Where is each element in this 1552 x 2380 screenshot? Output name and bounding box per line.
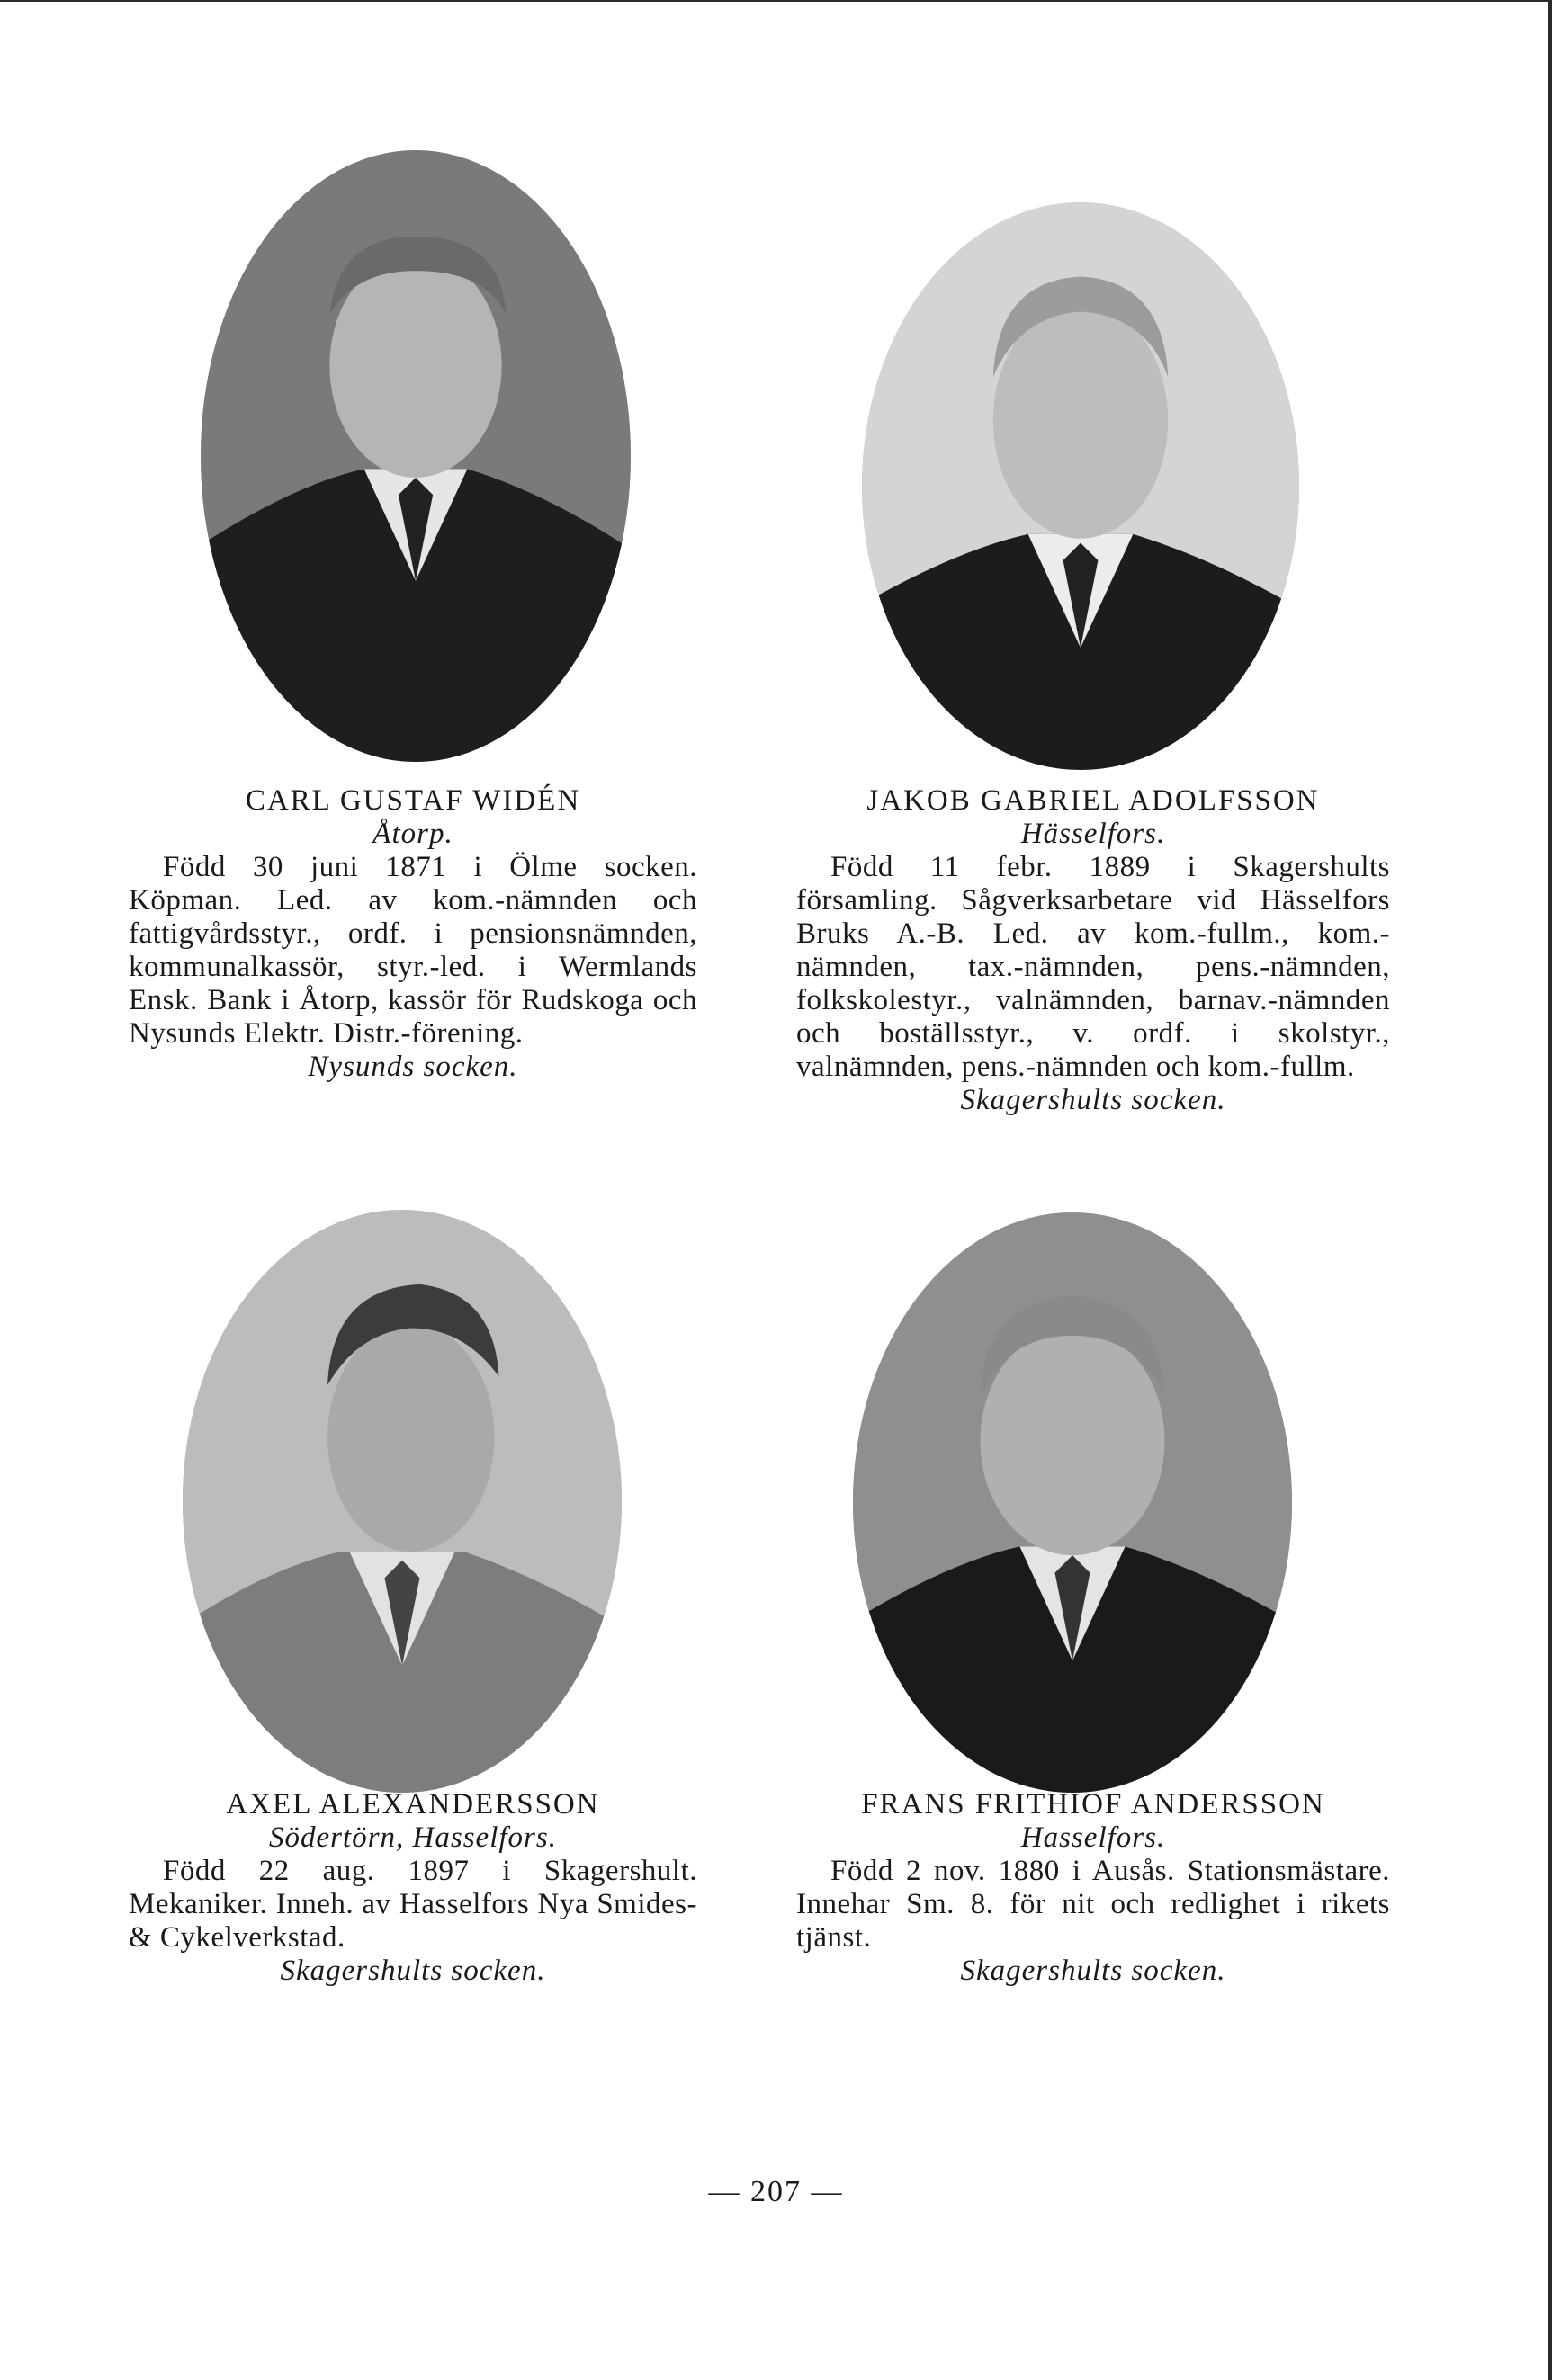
portrait-illustration bbox=[201, 150, 631, 762]
person-parish: Skagershults socken. bbox=[960, 1084, 1226, 1116]
portrait-frans-frithiof-andersson bbox=[853, 1212, 1292, 1793]
scan-border-top bbox=[0, 0, 1552, 2]
caption-jakob-gabriel-adolfsson bbox=[796, 784, 1390, 1117]
portrait-illustration bbox=[853, 1212, 1292, 1793]
caption-frans-frithiof-andersson bbox=[796, 1788, 1390, 1988]
caption-carl-gustaf-widen bbox=[129, 784, 697, 1084]
person-name: AXEL ALEXANDERSSON bbox=[226, 1788, 600, 1821]
person-residence: Hässelfors. bbox=[1020, 818, 1166, 850]
page-number: — 207 — bbox=[708, 2175, 844, 2208]
person-residence: Södertörn, Hasselfors. bbox=[269, 1821, 557, 1854]
scan-border-right bbox=[1548, 0, 1552, 2380]
person-parish: Nysunds socken. bbox=[308, 1051, 518, 1083]
person-biography: Född 22 aug. 1897 i Skagershult. Mekaniker. Inneh. av Hasselfors Nya Smides- & Cykelverkstad. bbox=[129, 1855, 697, 1954]
person-parish: Skagershults socken. bbox=[960, 1955, 1226, 1987]
person-biography: Född 30 juni 1871 i Ölme socken. Köpman. Led. av kom.-nämnden och fattigvårdsstyr., ordf. i pensionsnämnden, kommunalkassör, styr.-led. i Wermlands Ensk. Bank i Åtorp, kassör för Rudskoga och Nysunds Elektr. Distr.-förening. bbox=[129, 851, 697, 1050]
person-name: CARL GUSTAF WIDÉN bbox=[245, 784, 581, 817]
person-parish: Skagershults socken. bbox=[280, 1955, 546, 1987]
caption-axel-alexandersson bbox=[129, 1788, 697, 1988]
person-biography: Född 2 nov. 1880 i Ausås. Stationsmästare. Innehar Sm. 8. för nit och redlighet i rikets tjänst. bbox=[796, 1855, 1390, 1954]
person-residence: Åtorp. bbox=[372, 818, 453, 850]
person-name: FRANS FRITHIOF ANDERSSON bbox=[861, 1788, 1325, 1821]
person-name: JAKOB GABRIEL ADOLFSSON bbox=[866, 784, 1320, 817]
person-biography: Född 11 febr. 1889 i Skagershults församling. Sågverksarbetare vid Hässelfors Bruks A.-B. Led. av kom.-fullm., kom.-nämnden, tax.-nämnden, pens.-nämnden, folkskolestyr., valnämnden, barnav.-nämnden och boställsstyr., v. ordf. i skolstyr., valnämnden, pens.-nämnden och kom.-fullm. bbox=[796, 851, 1390, 1083]
portrait-carl-gustaf-widen bbox=[201, 150, 631, 762]
portrait-illustration bbox=[862, 202, 1299, 770]
portrait-illustration bbox=[183, 1210, 622, 1793]
portrait-axel-alexandersson bbox=[183, 1210, 622, 1793]
person-residence: Hasselfors. bbox=[1020, 1821, 1166, 1854]
portrait-jakob-gabriel-adolfsson bbox=[862, 202, 1299, 770]
